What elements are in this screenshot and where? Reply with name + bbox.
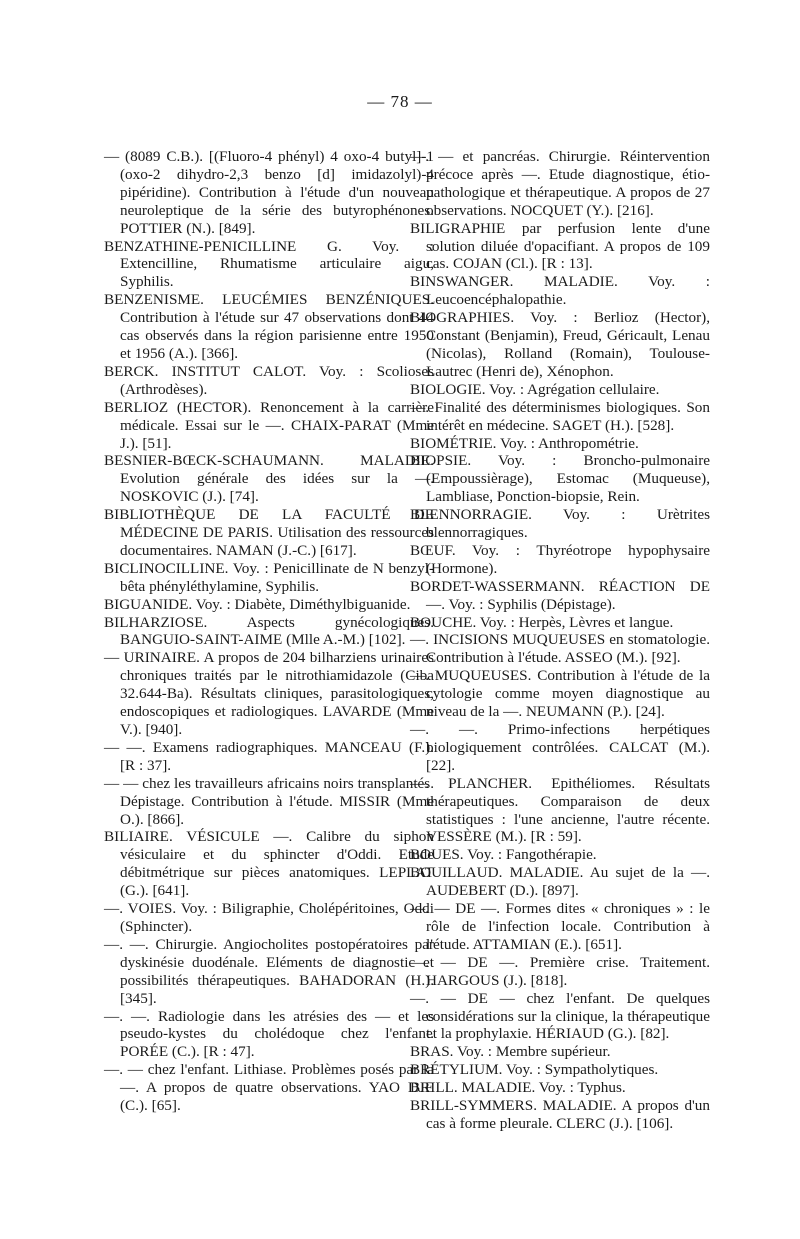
index-entry: BIOPSIE. Voy. : Broncho-pulmonaire (Empoussièrage), Estomac (Muqueuse), Lambliase, Ponction-biopsie, Rein. — [410, 452, 710, 506]
index-entry: BLENNORRAGIE. Voy. : Urètrites blennorragiques. — [410, 506, 710, 542]
index-entry: BŒUF. Voy. : Thyréotrope hypophysaire (Hormone). — [410, 541, 710, 577]
index-entry: —. — et pancréas. Chirurgie. Réintervention précoce après —. Etude diagnostique, étio-pathologique et thérapeutique. A propos de 27 observations. NOCQUET (Y.). [216]. — [410, 148, 710, 219]
index-entry: BRÉTYLIUM. Voy. : Sympatholytiques. — [410, 1061, 659, 1079]
index-entry: BRAS. Voy. : Membre supérieur. — [410, 1043, 611, 1061]
index-entry: BIBLIOTHÈQUE DE LA FACULTÉ DE MÉDECINE DE PARIS. Utilisation des ressources documentaires. NAMAN (J.-C.) [617]. — [104, 506, 434, 559]
left-column — [104, 148, 434, 1115]
index-entry: BIOMÉTRIE. Voy. : Anthropométrie. — [410, 434, 639, 452]
index-entry: BORDET-WASSERMANN. RÉACTION DE —. Voy. : Syphilis (Dépistage). — [410, 577, 710, 613]
index-entry: BENZATHINE-PENICILLINE G. Voy. : Extencilline, Rhumatisme articulaire aigu, Syphilis. — [104, 237, 434, 291]
index-entry: —. — DE —. Première crise. Traitement. HARGOUS (J.). [818]. — [410, 953, 710, 989]
index-entry: BIGUANIDE. Voy. : Diabète, Diméthylbiguanide. — [104, 595, 411, 613]
index-entry: —. —. Chirurgie. Angiocholites postopératoires par dyskinésie duodénale. Eléments de diagnostic et possibilités thérapeutiques. BAHADORAN (H.). [345]. — [104, 935, 434, 1007]
index-entry: —. —. Primo-infections herpétiques biologiquement contrôlées. CALCAT (M.). [22]. — [410, 721, 710, 774]
index-entry: BRILL. MALADIE. Voy. : Typhus. — [410, 1079, 626, 1097]
index-entry: BILIGRAPHIE par perfusion lente d'une solution diluée d'opacifiant. A propos de 109 cas. COJAN (Cl.). [R : 13]. — [410, 219, 710, 273]
index-entry: —. Finalité des déterminismes biologiques. Son intérêt en médecine. SAGET (H.). [528]. — [410, 398, 710, 434]
index-entry: —. MUQUEUSES. Contribution à l'étude de la cytologie comme moyen diagnostique au niveau de la —. NEUMANN (P.). [24]. — [410, 667, 710, 721]
index-entry: BOUILLAUD. MALADIE. Au sujet de la —. AUDEBERT (D.). [897]. — [410, 864, 710, 900]
index-entry: —. VOIES. Voy. : Biligraphie, Cholépéritoines, Oddi (Sphincter). — [104, 900, 434, 935]
index-entry: BINSWANGER. MALADIE. Voy. : Leucoencéphalopathie. — [410, 273, 710, 309]
index-entry: BILHARZIOSE. Aspects gynécologiques. BANGUIO-SAINT-AIME (Mlle A.-M.) [102]. — [104, 613, 434, 649]
index-entry: —. INCISIONS MUQUEUSES en stomatologie. Contribution à l'étude. ASSEO (M.). [92]. — [410, 631, 710, 667]
index-entry: —. — DE —. Formes dites « chroniques » : le rôle de l'infection locale. Contribution à l'étude. ATTAMIAN (E.). [651]. — [410, 900, 710, 953]
index-entry: —. — chez l'enfant. Lithiase. Problèmes posés par la —. A propos de quatre observations. YAO DJE (C.). [65]. — [104, 1061, 434, 1115]
index-entry: BICLINOCILLINE. Voy. : Penicillinate de N benzyl-bêta phényléthylamine, Syphilis. — [104, 559, 434, 595]
index-entry: — (8089 C.B.). [(Fluoro-4 phényl) 4 oxo-4 butyl]-1 (oxo-2 dihydro-2,3 benzo [d] imidazolyl)-4 pipéridine). Contribution à l'étude d'un nouveau neuroleptique de la série des butyrophénones. POTTIER (N.). [849]. — [104, 148, 434, 237]
index-entry: BOUES. Voy. : Fangothérapie. — [410, 846, 597, 864]
index-entry: BERCK. INSTITUT CALOT. Voy. : Scolioses (Arthrodèses). — [104, 362, 434, 398]
index-entry: BIOLOGIE. Voy. : Agrégation cellulaire. — [410, 380, 660, 398]
index-entry: BESNIER-BŒCK-SCHAUMANN. MALADIE. Evolution générale des idées sur la —. NOSKOVIC (J.). [74]. — [104, 452, 434, 506]
index-entry: BENZENISME. LEUCÉMIES BENZÉNIQUES. Contribution à l'étude sur 47 observations dont 44 cas observés dans la région parisienne entre 1950 et 1956 (A.). [366]. — [104, 291, 434, 362]
index-entry: BRILL-SYMMERS. MALADIE. A propos d'un cas à forme pleurale. CLERC (J.). [106]. — [410, 1097, 710, 1132]
index-entry: BILIAIRE. VÉSICULE —. Calibre du siphon vésiculaire et du sphincter d'Oddi. Etude débitmétrique sur pièces anatomiques. LEPLAT (G.). [641]. — [104, 828, 434, 900]
index-entry: —. PLANCHER. Epithéliomes. Résultats thérapeutiques. Comparaison de deux statistiques : l'une ancienne, l'autre récente. VESSÈRE (M.). [R : 59]. — [410, 774, 710, 846]
index-entry: — —. Examens radiographiques. MANCEAU (F.). [R : 37]. — [104, 738, 434, 774]
index-entry: — URINAIRE. A propos de 204 bilharziens urinaires chroniques traités par le nitrothiamidazole (Ciba 32.644-Ba). Résultats cliniques, parasitologiques, endoscopiques et radiologiques. LAVARDE (Mme V.). [940]. — [104, 649, 434, 738]
page-number: — 78 — — [367, 92, 433, 111]
index-entry: — — chez les travailleurs africains noirs transplantés. Dépistage. Contribution à l'étude. MISSIR (Mme O.). [866]. — [104, 774, 434, 828]
index-entry: —. — DE — chez l'enfant. De quelques considérations sur la clinique, la thérapeutique et la prophylaxie. HÉRIAUD (G.). [82]. — [410, 989, 710, 1043]
index-entry: BOUCHE. Voy. : Herpès, Lèvres et langue. — [410, 613, 674, 631]
index-entry: BIOGRAPHIES. Voy. : Berlioz (Hector), Constant (Benjamin), Freud, Géricault, Lenau (Nicolas), Rolland (Romain), Toulouse-Lautrec (Henri de), Xénophon. — [410, 309, 710, 380]
index-entry: —. —. Radiologie dans les atrésies des — et les pseudo-kystes du cholédoque chez l'enfant. PORÉE (C.). [R : 47]. — [104, 1007, 434, 1061]
index-entry: BERLIOZ (HECTOR). Renoncement à la carrière médicale. Essai sur le —. CHAIX-PARAT (Mme J.). [51]. — [104, 398, 434, 452]
right-column — [410, 148, 710, 1133]
